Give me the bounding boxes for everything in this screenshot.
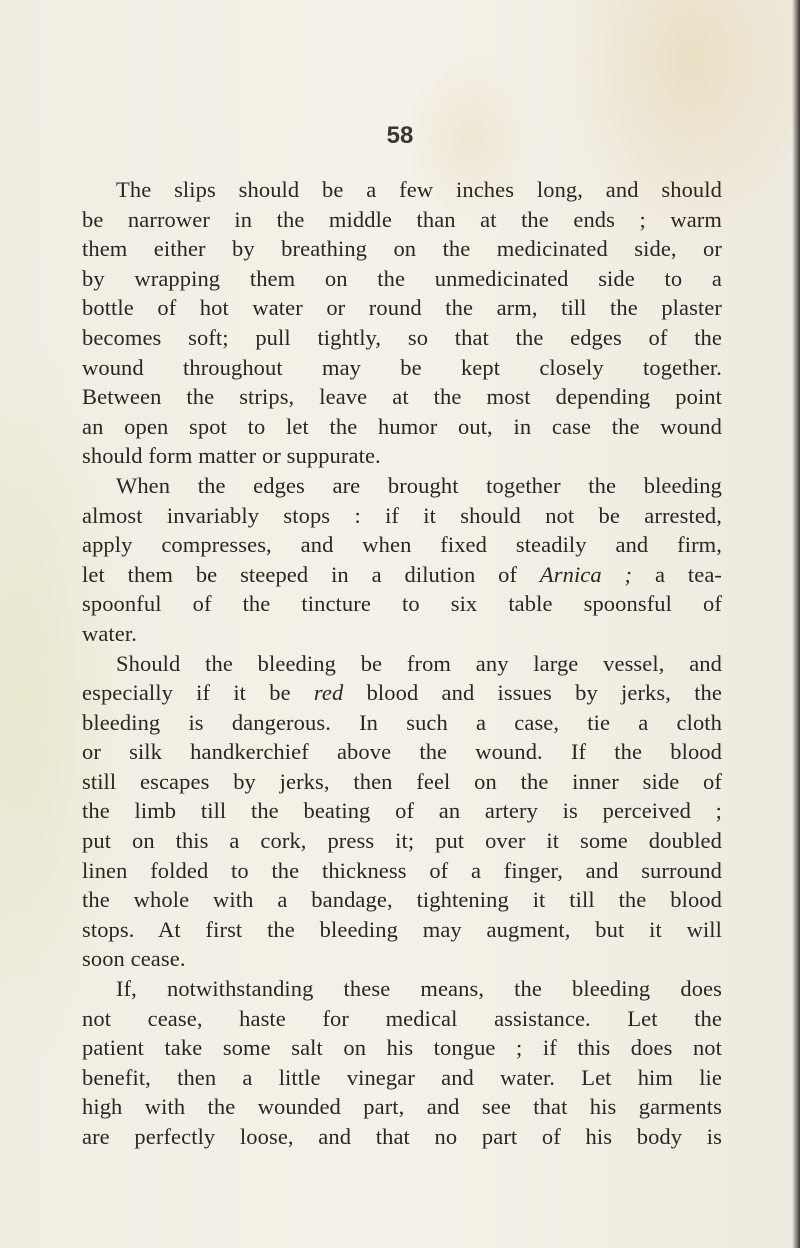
text-line: benefit, then a little vinegar and water. Let him lie <box>82 1064 722 1090</box>
italic-term-arnica: Arnica ; <box>539 561 633 587</box>
text-line: not cease, haste for medical assistance. Let the <box>82 1005 722 1031</box>
text-line: linen folded to the thickness of a finger, and surround <box>82 857 722 883</box>
text-line: be narrower in the middle than at the ends ; warm <box>82 206 722 232</box>
text-line: an open spot to let the humor out, in case the wound <box>82 413 722 439</box>
text-line: If, notwithstanding these means, the bleeding does <box>116 976 722 1002</box>
text-line: bleeding is dangerous. In such a case, tie a cloth <box>82 709 722 735</box>
text-line <box>82 678 722 708</box>
text-line: spoonful of the tincture to six table spoonsful of <box>82 591 722 617</box>
text-line: Between the strips, leave at the most depending point <box>82 384 722 410</box>
text-line: should form matter or suppurate. <box>82 443 381 469</box>
page-edge-shadow <box>792 0 800 1248</box>
text-span: especially if it be <box>82 680 314 706</box>
text-line: put on this a cork, press it; put over it some doubled <box>82 828 722 854</box>
text-line: by wrapping them on the unmedicinated side to a <box>82 265 722 291</box>
text-span: let them be steeped in a dilution of <box>82 561 540 587</box>
text-line: The slips should be a few inches long, and should <box>116 177 722 202</box>
page-number: 58 <box>386 122 414 149</box>
text-line: them either by breathing on the medicinated side, or <box>82 236 722 262</box>
text-span: blood and issues by jerks, the <box>343 680 722 706</box>
text-line: When the edges are brought together the bleeding <box>116 472 722 498</box>
text-line: becomes soft; pull tightly, so that the edges of the <box>82 324 722 350</box>
text-line: wound throughout may be kept closely together. <box>82 354 722 380</box>
text-line: patient take some salt on his tongue ; if this does not <box>82 1035 722 1061</box>
text-line: bottle of hot water or round the arm, till the plaster <box>82 295 722 321</box>
text-line: or silk handkerchief above the wound. If the blood <box>82 739 722 765</box>
text-line: still escapes by jerks, then feel on the inner side of <box>82 768 722 794</box>
text-line: are perfectly loose, and that no part of his body is <box>82 1124 722 1149</box>
text-line: soon cease. <box>82 946 186 972</box>
italic-term-red: red <box>313 680 344 706</box>
text-line <box>82 560 722 590</box>
text-line: the limb till the beating of an artery is perceived ; <box>82 798 722 824</box>
text-line: water. <box>82 620 137 646</box>
text-span: a tea- <box>632 561 723 587</box>
body-text <box>82 175 722 1152</box>
text-line: Should the bleeding be from any large vessel, and <box>116 650 722 676</box>
text-line: the whole with a bandage, tightening it till the blood <box>82 887 722 913</box>
text-line: apply compresses, and when fixed steadily and firm, <box>82 532 722 558</box>
text-line: high with the wounded part, and see that his garments <box>82 1094 722 1120</box>
text-line: stops. At first the bleeding may augment, but it will <box>82 916 722 942</box>
text-line: almost invariably stops : if it should not be arrested, <box>82 502 722 528</box>
